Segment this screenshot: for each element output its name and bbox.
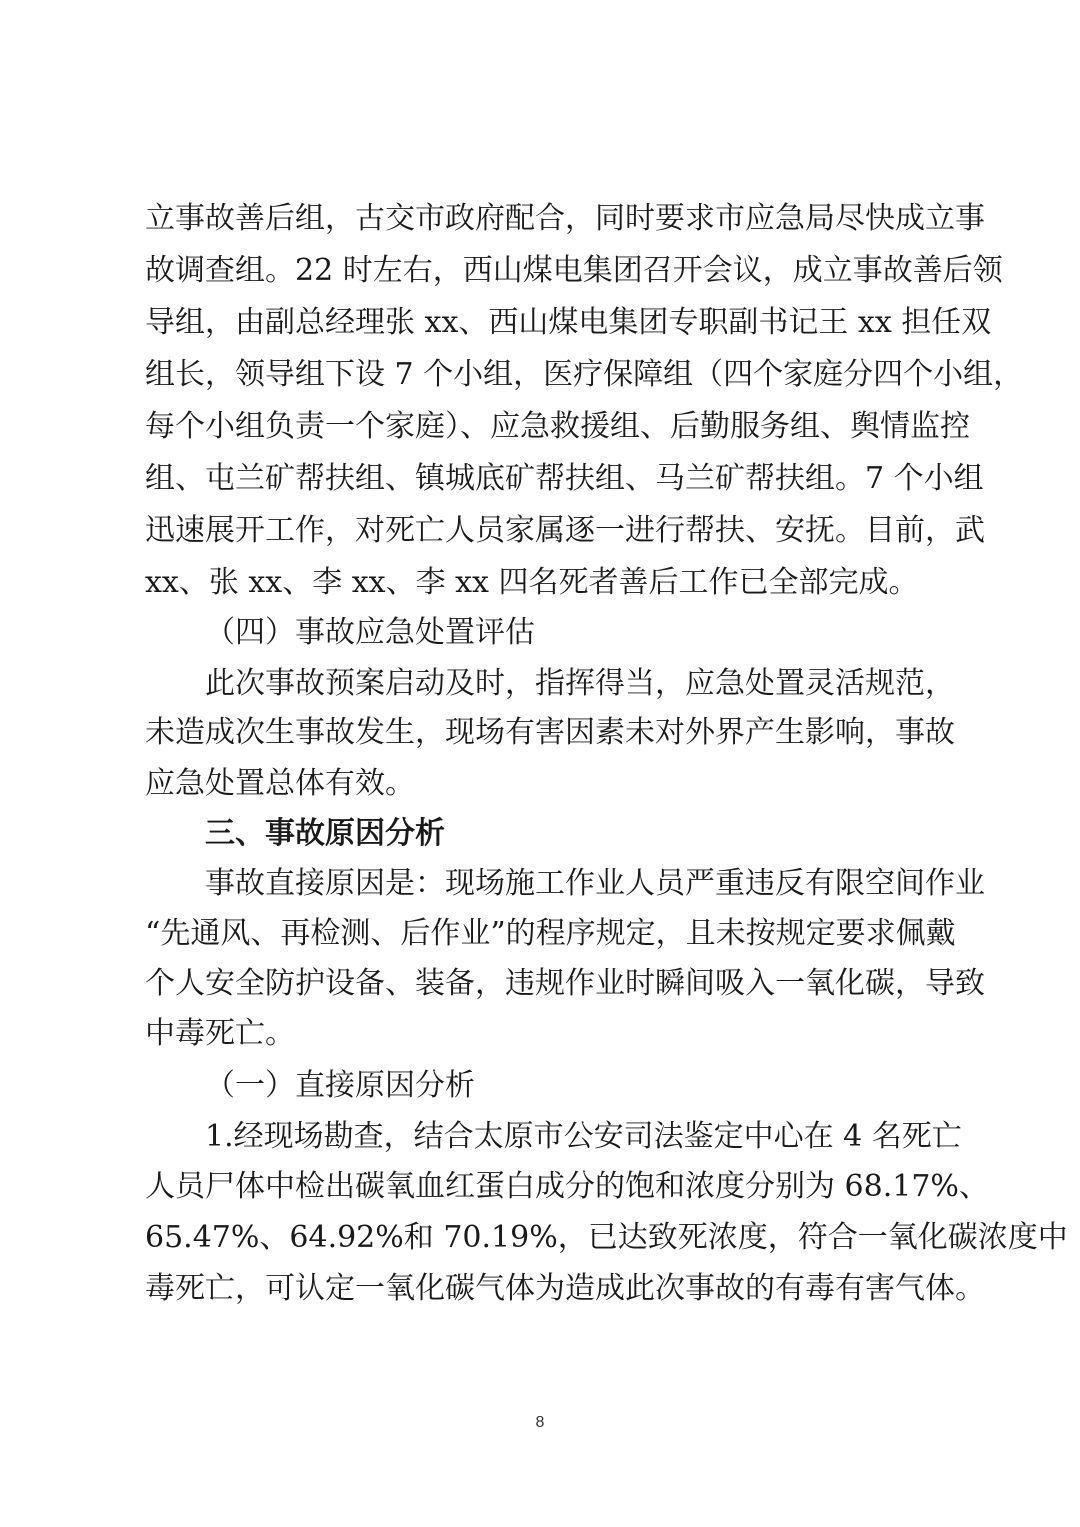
paragraph-line: 导组，由副总经理张 xx、西山煤电集团专职副书记王 xx 担任双 bbox=[145, 305, 992, 340]
section-heading: （一）直接原因分析 bbox=[205, 1068, 475, 1103]
paragraph-line: 65.47%、64.92%和 70.19%，已达致死浓度，符合一氧化碳浓度中 bbox=[145, 1220, 1068, 1255]
section-heading: （四）事故应急处置评估 bbox=[205, 615, 535, 650]
page-number: 8 bbox=[535, 1414, 545, 1431]
paragraph-line: 应急处置总体有效。 bbox=[145, 766, 415, 801]
paragraph-line: 故调查组。22 时左右，西山煤电集团召开会议，成立事故善后领 bbox=[145, 253, 1003, 288]
paragraph-line: 人员尸体中检出碳氧血红蛋白成分的饱和浓度分别为 68.17%、 bbox=[145, 1169, 989, 1204]
paragraph-line: 每个小组负责一个家庭）、应急救援组、后勤服务组、舆情监控 bbox=[145, 409, 970, 444]
paragraph-line: 立事故善后组，古交市政府配合，同时要求市应急局尽快成立事 bbox=[145, 201, 985, 236]
paragraph-line: 中毒死亡。 bbox=[145, 1016, 295, 1051]
paragraph-line: “先通风、再检测、后作业”的程序规定，且未按规定要求佩戴 bbox=[145, 916, 956, 951]
paragraph-line: 组长，领导组下设 7 个小组，医疗保障组（四个家庭分四个小组， bbox=[145, 357, 1024, 392]
chapter-heading: 三、事故原因分析 bbox=[205, 816, 445, 851]
paragraph-line: 毒死亡，可认定一氧化碳气体为造成此次事故的有毒有害气体。 bbox=[145, 1271, 985, 1306]
paragraph-line: 个人安全防护设备、装备，违规作业时瞬间吸入一氧化碳，导致 bbox=[145, 966, 985, 1001]
paragraph-line: 迅速展开工作，对死亡人员家属逐一进行帮扶、安抚。目前，武 bbox=[145, 513, 985, 548]
paragraph-line: 未造成次生事故发生，现场有害因素未对外界产生影响，事故 bbox=[145, 715, 955, 750]
paragraph-line: 1.经现场勘查，结合太原市公安司法鉴定中心在 4 名死亡 bbox=[205, 1119, 962, 1154]
paragraph-line: 组、屯兰矿帮扶组、镇城底矿帮扶组、马兰矿帮扶组。7 个小组 bbox=[145, 461, 984, 496]
paragraph-line: xx、张 xx、李 xx、李 xx 四名死者善后工作已全部完成。 bbox=[145, 565, 919, 600]
paragraph-line: 此次事故预案启动及时，指挥得当，应急处置灵活规范， bbox=[205, 666, 955, 701]
paragraph-line: 事故直接原因是：现场施工作业人员严重违反有限空间作业 bbox=[205, 866, 985, 901]
